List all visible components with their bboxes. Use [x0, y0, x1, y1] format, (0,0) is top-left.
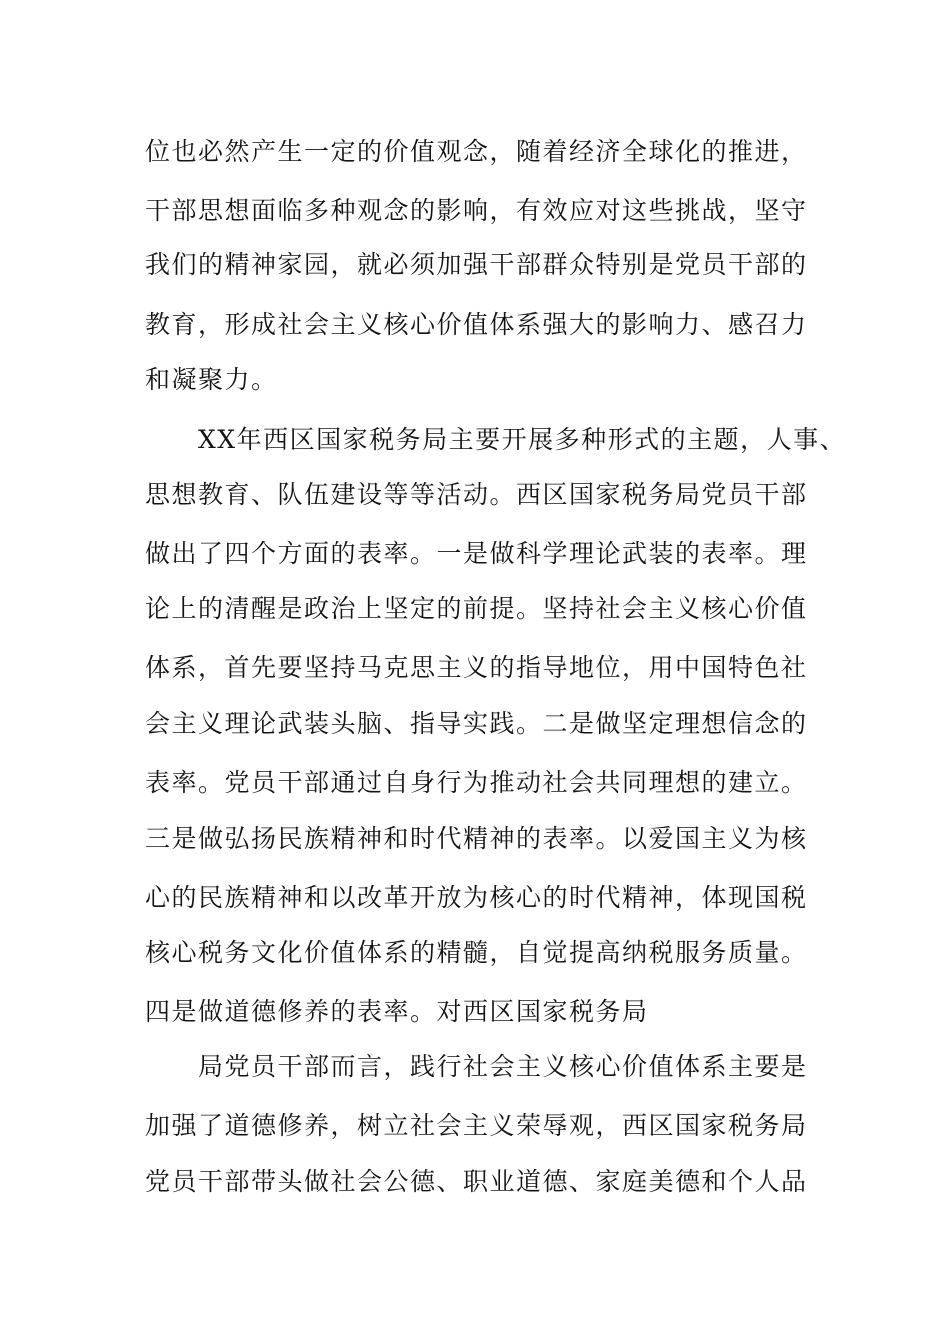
text-line: 核心税务文化价值体系的精髓，自觉提高纳税服务质量。 [145, 938, 808, 967]
text-line: 加强了道德修养，树立社会主义荣辱观，西区国家税务局 [145, 1111, 808, 1140]
text-line: 思想教育、队伍建设等等活动。西区国家税务局党员干部 [145, 480, 808, 509]
text-line: 党员干部带头做社会公德、职业道德、家庭美德和个人品 [145, 1167, 808, 1196]
text-line: 干部思想面临多种观念的影响，有效应对这些挑战，坚守 [145, 196, 808, 225]
text-line: 做出了四个方面的表率。一是做科学理论武装的表率。理 [145, 539, 808, 568]
text-line: 我们的精神家园，就必须加强干部群众特别是党员干部的 [145, 250, 808, 279]
text-line: 和凝聚力。 [145, 365, 278, 394]
text-line: 体系，首先要坚持马克思主义的指导地位，用中国特色社 [145, 653, 808, 682]
text-line: 位也必然产生一定的价值观念，随着经济全球化的推进， [145, 137, 808, 166]
paragraph-first-line: XX年西区国家税务局主要开展多种形式的主题，人事、 [198, 425, 847, 454]
text-line: 三是做弘扬民族精神和时代精神的表率。以爱国主义为核 [145, 824, 808, 853]
text-line: 四是做道德修养的表率。对西区国家税务局 [145, 997, 649, 1026]
text-line: 教育，形成社会主义核心价值体系强大的影响力、感召力 [145, 310, 808, 339]
text-line: 心的民族精神和以改革开放为核心的时代精神，体现国税 [145, 883, 808, 912]
paragraph-first-line: 局党员干部而言，践行社会主义核心价值体系主要是 [198, 1052, 808, 1081]
text-line: 会主义理论武装头脑、指导实践。二是做坚定理想信念的 [145, 709, 808, 738]
text-line: 论上的清醒是政治上坚定的前提。坚持社会主义核心价值 [145, 594, 808, 623]
text-line: 表率。党员干部通过自身行为推动社会共同理想的建立。 [145, 768, 808, 797]
